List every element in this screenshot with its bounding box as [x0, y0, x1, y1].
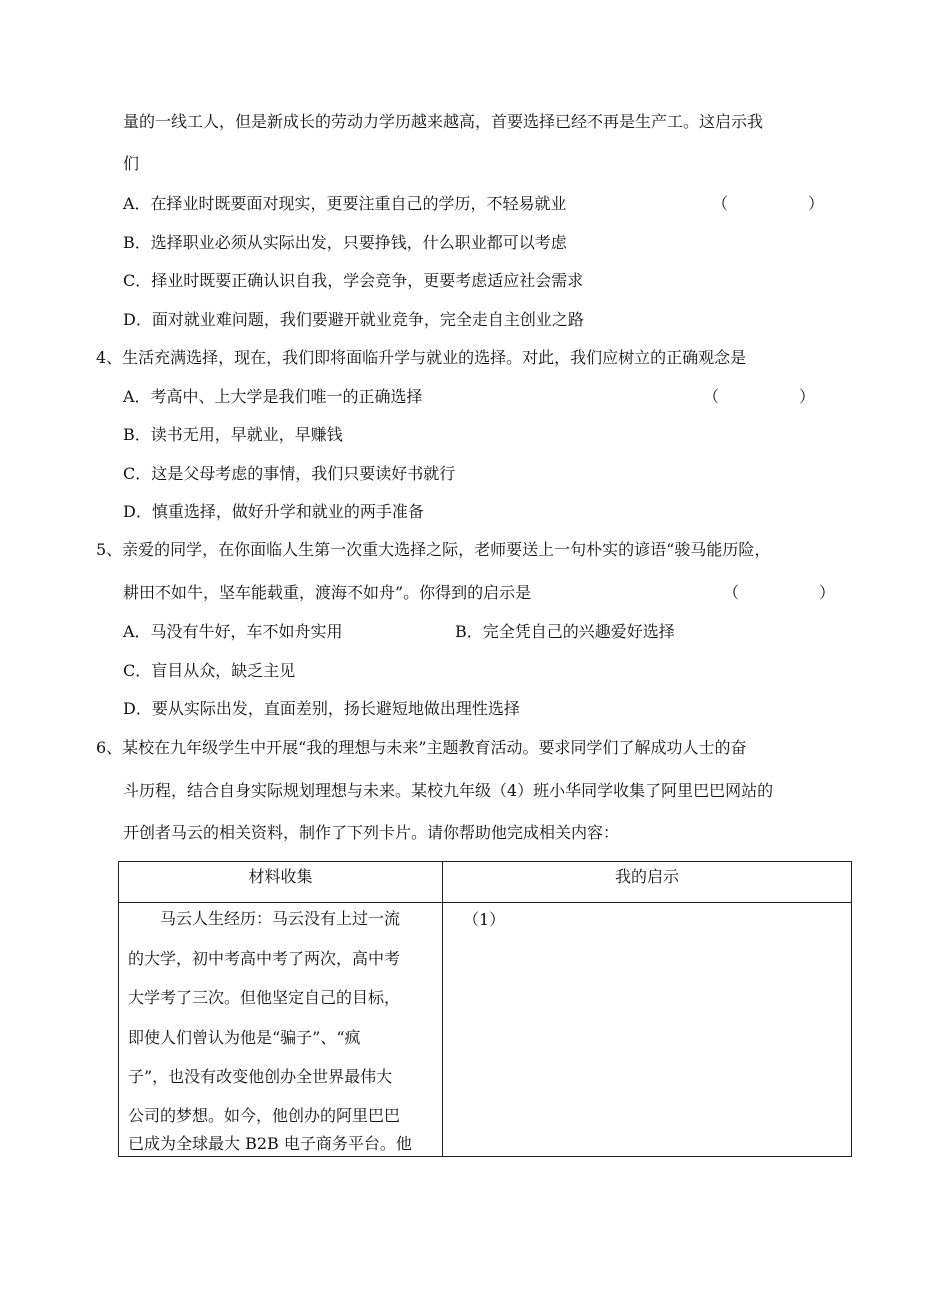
q6-card-table: [118, 861, 852, 1157]
q3-stem-line-2: 们: [123, 154, 140, 173]
q6-stem-line-2: 斗历程，结合自身实际规划理想与未来。某校九年级（4）班小华同学收集了阿里巴巴网站的: [123, 781, 774, 800]
q5-option-a: A．马没有牛好，车不如舟实用: [123, 622, 343, 641]
q3-option-b: B．选择职业必须从实际出发，只要挣钱，什么职业都可以考虑: [123, 233, 567, 252]
material-line: 即使人们曾认为他是“骗子”、“疯: [128, 1028, 361, 1047]
q5-answer-blank: （ ）: [723, 583, 836, 602]
material-line: 的大学，初中考高中考了两次，高中考: [128, 949, 401, 968]
insight-answer-cell[interactable]: [443, 903, 852, 1157]
material-line: 马云人生经历：马云没有上过一流: [128, 909, 401, 928]
table-header-insight: 我的启示: [443, 862, 852, 903]
q3-option-d: D．面对就业难问题，我们要避开就业竞争，完全走自主创业之路: [123, 310, 584, 329]
q3-answer-blank: （ ）: [712, 194, 825, 213]
material-line: 已成为全球最大 B2B 电子商务平台。他: [128, 1134, 412, 1153]
q4-option-a: A．考高中、上大学是我们唯一的正确选择: [123, 387, 423, 406]
material-line: 公司的梦想。如今，他创办的阿里巴巴: [128, 1106, 401, 1125]
q4-option-b: B．读书无用，早就业，早赚钱: [123, 425, 343, 444]
q5-option-c: C．盲目从众，缺乏主见: [123, 661, 296, 680]
q5-stem-line-1: 5、亲爱的同学，在你面临人生第一次重大选择之际，老师要送上一句朴实的谚语“骏马能历险，: [96, 540, 771, 559]
q6-stem-line-3: 开创者马云的相关资料，制作了下列卡片。请你帮助他完成相关内容：: [123, 823, 620, 842]
q4-option-d: D．慎重选择，做好升学和就业的两手准备: [123, 502, 424, 521]
q4-option-c: C．这是父母考虑的事情，我们只要读好书就行: [123, 464, 456, 483]
q5-option-b: B．完全凭自己的兴趣爱好选择: [455, 622, 675, 641]
material-line: 子”，也没有改变他创办全世界最伟大: [128, 1067, 393, 1086]
q3-option-a: A．在择业时既要面对现实，更要注重自己的学历，不轻易就业: [123, 194, 567, 213]
q3-option-c: C．择业时既要正确认识自我，学会竞争，更要考虑适应社会需求: [123, 271, 584, 290]
q6-stem-line-1: 6、某校在九年级学生中开展“我的理想与未来”主题教育活动。要求同学们了解成功人士的奋: [96, 738, 747, 757]
q3-stem-line-1: 量的一线工人，但是新成长的劳动力学历越来越高，首要选择已经不再是生产工。这启示我: [123, 112, 764, 131]
q4-answer-blank: （ ）: [703, 387, 816, 406]
q5-stem-line-2: 耕田不如牛，坚车能载重，渡海不如舟”。你得到的启示是: [123, 583, 532, 602]
q5-option-d: D．要从实际出发，直面差别，扬长避短地做出理性选择: [123, 699, 520, 718]
material-cell: [119, 903, 443, 1157]
table-header-material: 材料收集: [119, 862, 443, 903]
material-line: 大学考了三次。但他坚定自己的目标，: [128, 988, 401, 1007]
q4-stem: 4、生活充满选择，现在，我们即将面临升学与就业的选择。对此，我们应树立的正确观念是: [96, 348, 747, 367]
answer-label-1: （1）: [463, 910, 506, 929]
